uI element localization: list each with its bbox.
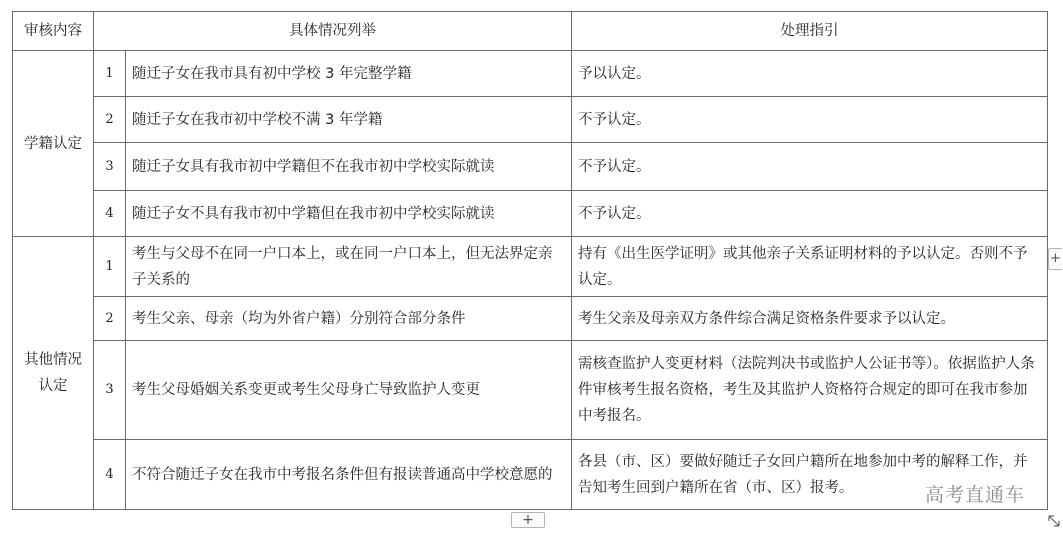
table-row	[13, 191, 1048, 237]
header-situation: 具体情况列举	[94, 12, 572, 51]
table-row	[13, 341, 1048, 440]
resize-handle-icon[interactable]	[1047, 513, 1061, 527]
situation-cell: 随迁子女具有我市初中学籍但不在我市初中学校实际就读	[126, 143, 572, 191]
guidance-cell: 不予认定。	[572, 191, 1048, 237]
row-number: 3	[94, 341, 126, 440]
row-number: 4	[94, 191, 126, 237]
situation-cell: 考生父母婚姻关系变更或考生父母身亡导致监护人变更	[126, 341, 572, 440]
table-row	[13, 51, 1048, 97]
situation-cell: 随迁子女在我市初中学校不满 3 年学籍	[126, 97, 572, 143]
guidance-cell: 需核查监护人变更材料（法院判决书或监护人公证书等）。依据监护人条件审核考生报名资格，考生及其监护人资格符合规定的即可在我市参加中考报名。	[572, 341, 1048, 440]
situation-cell: 随迁子女在我市具有初中学校 3 年完整学籍	[126, 51, 572, 97]
category-cell: 其他情况认定	[13, 237, 94, 510]
table-row	[13, 440, 1048, 510]
row-number: 1	[94, 51, 126, 97]
table-row	[13, 143, 1048, 191]
header-category: 审核内容	[13, 12, 94, 51]
guidance-cell: 持有《出生医学证明》或其他亲子关系证明材料的予以认定。否则不予认定。	[572, 237, 1048, 297]
category-cell: 学籍认定	[13, 51, 94, 237]
add-column-button[interactable]: +	[1048, 248, 1062, 270]
row-number: 2	[94, 297, 126, 341]
guidance-cell: 不予认定。	[572, 97, 1048, 143]
situation-cell: 随迁子女不具有我市初中学籍但在我市初中学校实际就读	[126, 191, 572, 237]
guidance-cell: 各县（市、区）要做好随迁子女回户籍所在地参加中考的解释工作，并告知考生回到户籍所在省（市、区）报考。	[572, 440, 1048, 510]
guidance-cell: 予以认定。	[572, 51, 1048, 97]
watermark-text: 高考直通车	[925, 484, 1026, 506]
table-row	[13, 97, 1048, 143]
rules-table	[12, 11, 1048, 510]
header-row	[13, 12, 1048, 51]
row-number: 1	[94, 237, 126, 297]
situation-cell: 不符合随迁子女在我市中考报名条件但有报读普通高中学校意愿的	[126, 440, 572, 510]
table-row	[13, 237, 1048, 297]
table-row	[13, 297, 1048, 341]
row-number: 3	[94, 143, 126, 191]
situation-cell: 考生与父母不在同一户口本上，或在同一户口本上，但无法界定亲子关系的	[126, 237, 572, 297]
rules-table-wrapper	[12, 11, 1047, 510]
guidance-cell: 不予认定。	[572, 143, 1048, 191]
row-number: 2	[94, 97, 126, 143]
add-row-button[interactable]: +	[511, 512, 545, 528]
row-number: 4	[94, 440, 126, 510]
header-guidance: 处理指引	[572, 12, 1048, 51]
guidance-cell: 考生父亲及母亲双方条件综合满足资格条件要求予以认定。	[572, 297, 1048, 341]
situation-cell: 考生父亲、母亲（均为外省户籍）分别符合部分条件	[126, 297, 572, 341]
